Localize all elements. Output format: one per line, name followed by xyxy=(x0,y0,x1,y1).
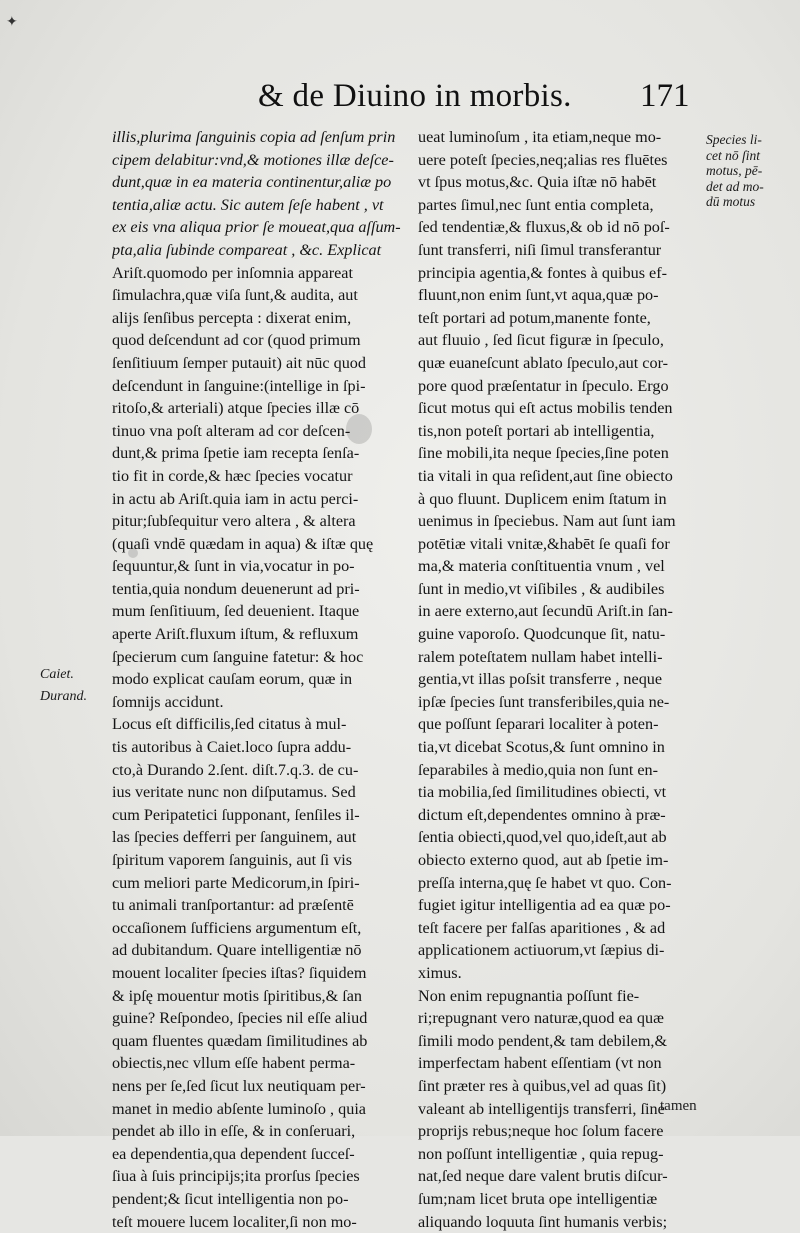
text-line: mum ſenſitiuum, ſed deuenient. Itaque xyxy=(112,600,408,623)
text-line: nens per ſe,ſed ſicut lux neutiquam per- xyxy=(112,1075,408,1098)
text-line: pitur;ſubſequitur vero altera , & altera xyxy=(112,510,408,533)
text-line: quam fluentes quædam ſimilitudines ab xyxy=(112,1030,408,1053)
text-line: Non enim repugnantia poſſunt fie- xyxy=(418,985,718,1008)
text-line: ex eis vna aliqua prior ſe moueat,qua aſſum- xyxy=(112,216,408,239)
text-line: occaſionem ſufficiens argumentum eſt, xyxy=(112,917,408,940)
text-line: ſint præter res à quibus,vel ad quas ſit) xyxy=(418,1075,718,1098)
text-line: tia,vt dicebat Scotus,& ſunt omnino in xyxy=(418,736,718,759)
text-line: imperfectam habent eſſentiam (vt non xyxy=(418,1052,718,1075)
running-title: & de Diuino in morbis. xyxy=(258,78,572,115)
text-line: ſiua à ſuis principijs;ita prorſus ſpecies xyxy=(112,1165,408,1188)
text-line: quæ euaneſcunt ablato ſpeculo,aut cor- xyxy=(418,352,718,375)
text-line: tentia,quia nondum deuenerunt ad pri- xyxy=(112,578,408,601)
text-line: proprijs rebus;neque hoc ſolum facere xyxy=(418,1120,718,1143)
text-line: ſicut motus qui eſt actus mobilis tenden xyxy=(418,397,718,420)
text-line: dunt,quæ in ea materia continentur,aliæ po xyxy=(112,171,408,194)
text-line: ritoſo,& arteriali) atque ſpecies illæ cō xyxy=(112,397,408,420)
text-line: ſentia obiecti,quod,vel quo,ideſt,aut ab xyxy=(418,826,718,849)
text-line: ſunt transferri, niſi ſimul transferantur xyxy=(418,239,718,262)
text-line: ſeparabiles à medio,quia non ſunt en- xyxy=(418,759,718,782)
text-line: obiecto externo quod, aut ab ſpetie im- xyxy=(418,849,718,872)
text-line: cum meliori parte Medicorum,in ſpiri- xyxy=(112,872,408,895)
text-line: uenimus in ſpeciebus. Nam aut ſunt iam xyxy=(418,510,718,533)
text-line: aperte Ariſt.fluxum iſtum, & refluxum xyxy=(112,623,408,646)
text-line: tio fit in corde,& hæc ſpecies vocatur xyxy=(112,465,408,488)
text-line: ſpecierum cum ſanguine fatetur: & hoc xyxy=(112,646,408,669)
page-number: 171 xyxy=(640,78,690,115)
text-line: ſenſitiuum ſemper putauit) ait nūc quod xyxy=(112,352,408,375)
text-line: ad dubitandum. Quare intelligentiæ nō xyxy=(112,939,408,962)
text-line: cipem delabitur:vnd,& motiones illæ deſce- xyxy=(112,149,408,172)
text-line: teſt facere per falſas aparitiones , & ad xyxy=(418,917,718,940)
text-line: pendet ab illo in eſſe, & in conſeruari, xyxy=(112,1120,408,1143)
margin-note-line: motus, pē- xyxy=(706,163,798,179)
text-line: aut fluuio , ſed ſicut figuræ in ſpeculo, xyxy=(418,329,718,352)
text-line: quod deſcendunt ad cor (quod primum xyxy=(112,329,408,352)
text-line: in actu ab Ariſt.quia iam in actu perci- xyxy=(112,488,408,511)
text-line: potētiæ vitali vnitæ,&habēt ſe quaſi for xyxy=(418,533,718,556)
text-line: vt ſpus motus,&c. Quia iſtæ nō habēt xyxy=(418,171,718,194)
text-line: fluunt,non enim ſunt,vt aqua,quæ po- xyxy=(418,284,718,307)
text-line: guine vaporoſo. Quodcunque ſit, natu- xyxy=(418,623,718,646)
text-line: manet in medio abſente luminoſo , quia xyxy=(112,1098,408,1121)
margin-note-line: cet nō ſint xyxy=(706,148,798,164)
text-line: obiectis,nec vllum eſſe habent perma- xyxy=(112,1052,408,1075)
text-line: Locus eſt difficilis,ſed citatus à mul- xyxy=(112,713,408,736)
text-line: valeant ab intelligentijs transferri, ſine xyxy=(418,1098,718,1121)
text-line: deſcendunt in ſanguine:(intellige in ſpi- xyxy=(112,375,408,398)
corner-mark: ✦ xyxy=(6,14,18,30)
text-line: preſſa interna,quę ſe habet vt quo. Con- xyxy=(418,872,718,895)
text-line: dictum eſt,dependentes omnino à præ- xyxy=(418,804,718,827)
margin-note-line: det ad mo- xyxy=(706,179,798,195)
text-line: aliquando loquuta ſint humanis verbis; xyxy=(418,1211,718,1233)
text-line: gentia,vt illas poſsit transferre , neque xyxy=(418,668,718,691)
page-header xyxy=(0,78,800,122)
text-line: pore quod præſentatur in ſpeculo. Ergo xyxy=(418,375,718,398)
text-line: tis,non poteſt portari ab intelligentia, xyxy=(418,420,718,443)
text-line: mouent localiter ſpecies iſtas? ſiquidem xyxy=(112,962,408,985)
text-line: ipſæ ſpecies ſunt transferibiles,quia ne- xyxy=(418,691,718,714)
left-text-column xyxy=(112,126,408,1233)
text-line: non poſſunt intelligentiæ , quia repug- xyxy=(418,1143,718,1166)
text-line: applicationem actiuorum,vt ſæpius di- xyxy=(418,939,718,962)
text-line: pendent;& ſicut intelligentia non po- xyxy=(112,1188,408,1211)
margin-note-line: dū motus xyxy=(706,194,798,210)
text-line: que poſſunt ſeparari localiter à poten- xyxy=(418,713,718,736)
text-line: tinuo vna poſt alteram ad cor deſcen- xyxy=(112,420,408,443)
text-line: tia mobilia,ſed ſimilitudines obiecti, vt xyxy=(418,781,718,804)
margin-note-line: Species li- xyxy=(706,132,798,148)
text-line: modo explicat cauſam eorum, quæ in xyxy=(112,668,408,691)
text-line: tis autoribus à Caiet.loco ſupra addu- xyxy=(112,736,408,759)
text-line: & ipſę mouentur motis ſpiritibus,& ſan xyxy=(112,985,408,1008)
right-text-column xyxy=(418,126,718,1233)
text-line: ſomnijs accidunt. xyxy=(112,691,408,714)
text-line: pta,alia ſubinde compareat , &c. Explicat xyxy=(112,239,408,262)
text-line: dunt,& prima ſpetie iam recepta ſenſa- xyxy=(112,442,408,465)
text-line: ueat luminoſum , ita etiam,neque mo- xyxy=(418,126,718,149)
text-line: teſt mouere lucem localiter,ſi non mo- xyxy=(112,1211,408,1233)
text-line: ſimulachra,quæ viſa ſunt,& audita, aut xyxy=(112,284,408,307)
text-line: ri;repugnant vero naturæ,quod ea quæ xyxy=(418,1007,718,1030)
margin-note-line: Caiet. xyxy=(40,664,112,686)
text-line: tia vitali in qua reſident,aut ſine obiecto xyxy=(418,465,718,488)
text-line: guine? Reſpondeo, ſpecies nil eſſe aliud xyxy=(112,1007,408,1030)
text-line: cum Peripatetici ſupponant, ſenſiles il- xyxy=(112,804,408,827)
text-line: ſpiritum vaporem ſanguinis, aut ſi vis xyxy=(112,849,408,872)
text-line: in aere externo,aut ſecundū Ariſt.in ſan- xyxy=(418,600,718,623)
text-line: cto,à Durando 2.ſent. diſt.7.q.3. de cu- xyxy=(112,759,408,782)
text-line: ius veritate nunc non diſputamus. Sed xyxy=(112,781,408,804)
text-line: uere poteſt ſpecies,neq;alias res fluētes xyxy=(418,149,718,172)
text-line: Ariſt.quomodo per inſomnia appareat xyxy=(112,262,408,285)
text-line: ſunt in medio,vt viſibiles , & audibiles xyxy=(418,578,718,601)
text-line: illis,plurima ſanguinis copia ad ſenſum prin xyxy=(112,126,408,149)
text-line: teſt portari ad potum,manente fonte, xyxy=(418,307,718,330)
text-line: ximus. xyxy=(418,962,718,985)
text-line: ſequuntur,& ſunt in via,vocatur in po- xyxy=(112,555,408,578)
text-line: ralem poteſtatem nullam habet intelli- xyxy=(418,646,718,669)
text-line: ſimili modo pendent,& tam debilem,& xyxy=(418,1030,718,1053)
margin-note-line: Durand. xyxy=(40,686,112,708)
text-line: ea dependentia,qua dependent ſucceſ- xyxy=(112,1143,408,1166)
text-line: nat,ſed neque dare valent brutis diſcur- xyxy=(418,1165,718,1188)
text-line: fugiet igitur intelligentia ad ea quæ po- xyxy=(418,894,718,917)
catchword: tamen xyxy=(660,1098,697,1115)
right-margin-note xyxy=(706,132,798,210)
left-margin-note xyxy=(40,664,112,708)
text-line: ſine mobili,ita neque ſpecies,ſine poten xyxy=(418,442,718,465)
text-line: las ſpecies defferri per ſanguinem, aut xyxy=(112,826,408,849)
text-line: partes ſimul,nec ſunt entia completa, xyxy=(418,194,718,217)
text-line: ſed tendentiæ,& fluxus,& ob id nō poſ- xyxy=(418,216,718,239)
text-line: tentia,aliæ actu. Sic autem ſeſe habent , vt xyxy=(112,194,408,217)
text-line: ma,& materia conſtituentia vnum , vel xyxy=(418,555,718,578)
text-line: ſum;nam licet bruta ope intelligentiæ xyxy=(418,1188,718,1211)
text-line: tu animali tranſportantur: ad præſentē xyxy=(112,894,408,917)
text-line: à quo fluunt. Duplicem enim ſtatum in xyxy=(418,488,718,511)
text-line: alijs ſenſibus percepta : dixerat enim, xyxy=(112,307,408,330)
text-line: (quaſi vndē quædam in aqua) & iſtæ quę xyxy=(112,533,408,556)
text-line: principia agentia,& fontes à quibus ef- xyxy=(418,262,718,285)
